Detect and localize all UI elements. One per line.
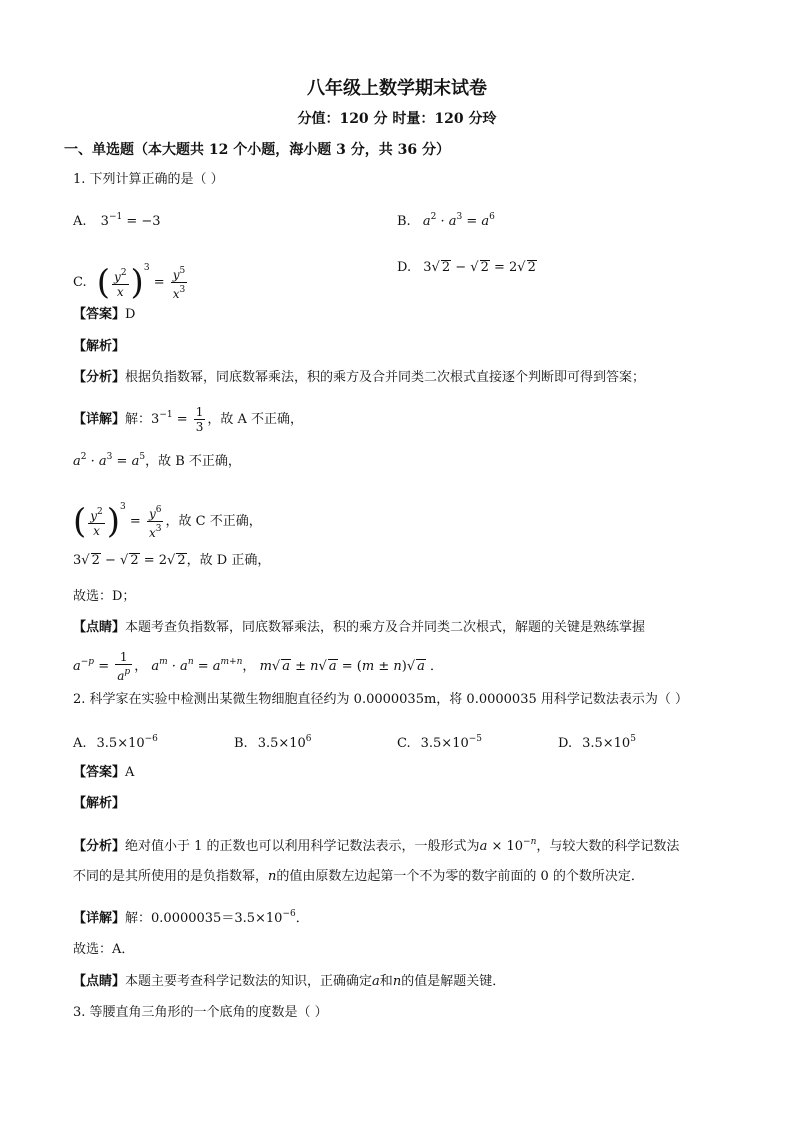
q1-answer [73, 305, 135, 325]
q2-dianjing-1: 本题主要考查科学记数法的知识，正确确定 [125, 974, 373, 989]
q2-option-c-label: C. [397, 736, 411, 751]
q2-xiangjie: 【详解】解：$0.0000035=3.5\times 10^{-6}$． [73, 909, 309, 926]
q2-fenxi-2-text: 不同的是其所使用的是负指数幂， [73, 869, 269, 884]
q1-line-d-suffix: ，故 D 正确， [186, 553, 271, 568]
q1-option-b-label: B. [397, 214, 411, 229]
fenxi-tag: 【分析】 [73, 370, 126, 385]
q1-xiangjie-b: $a^2 \cdot a^3 = a^5$，故 B 不正确， [73, 452, 241, 469]
q1-xiangjie-pre: 解： [125, 412, 152, 427]
q2-option-d-label: D. [558, 736, 573, 751]
q2-dianjing: 【点睛】本题主要考查科学记数法的知识，正确确定a和n的值是解题关键． [73, 974, 506, 989]
q1-option-d: D. 3√ 2 − √ 2 = 2√ 2 [397, 260, 536, 275]
q1-choose: 故选：D； [73, 589, 136, 604]
q1-line-a-suffix: ，故 A 不正确， [207, 412, 304, 427]
q1-jiexi-tag: 【解析】 [73, 339, 126, 354]
q2-stem [73, 690, 688, 710]
dianjing-tag: 【点睛】 [73, 620, 126, 635]
q1-option-b: B. $a^2 \cdot a^3 = a^6$ [397, 212, 495, 229]
dianjing-tag: 【点睛】 [73, 974, 126, 989]
xiangjie-tag: 【详解】 [73, 911, 126, 926]
q2-fenxi-2-tail: 的值由原数左边起第一个不为零的数字前面的 0 的个数所决定． [276, 869, 644, 884]
q1-dianjing [73, 618, 645, 638]
q2-answer [73, 763, 134, 783]
q2-stem-text: 2. 科学家在实验中检测出某微生物细胞直径约为 0.0000035 [73, 692, 424, 707]
q2-stem-unit: m [423, 692, 437, 707]
xiangjie-tag: 【详解】 [73, 412, 126, 427]
q1-fenxi-text: 根据负指数幂，同底数幂乘法，积的乘方及合并同类二次根式直接逐个判断即可得到答案； [125, 370, 646, 385]
q2-option-c: C. $3.5\times 10^{-5}$ [397, 734, 483, 751]
q3-stem: 3. 等腰直角三角形的一个底角的度数是（ ） [73, 1005, 328, 1020]
q1-option-c-label: C. [73, 275, 87, 290]
q2-option-b: B. $3.5\times 10^6$ [234, 734, 312, 751]
q1-option-a-label: A. [73, 214, 87, 229]
q1-xiangjie-d: 3√ 2 − √ 2 = 2√ 2，故 D 正确， [73, 553, 271, 568]
q2-stem-tail: ，将 0.0000035 用科学记数法表示为（ ） [436, 692, 688, 707]
q1-fenxi [73, 368, 645, 388]
q2-answer-value: A [125, 765, 135, 780]
q2-xiangjie-text: 解：0.0000035＝ [125, 911, 235, 926]
q1-xiangjie-a: 【详解】解：$3^{-1}$ = $\frac{1}{3}$ ，故 A 不正确， [73, 405, 304, 434]
q2-fenxi-1: 【分析】绝对值小于 1 的正数也可以利用科学记数法表示，一般形式为$a \times 10^{-n}$，与较大数的科学记数法 [73, 837, 680, 854]
q2-fenxi-2: 不同的是其所使用的是负指数幂，n的值由原数左边起第一个不为零的数字前面的 0 的个数所决定． [73, 869, 644, 884]
q1-formulas: $a^{-p}$ = $\frac{1}{a^p}$ ， $a^m \cdot a^n = a^{m+n}$， m√ a ± n√ a = (m ± n)√ a ． [73, 650, 444, 683]
score-time-info: 分值：120 分 时量：120 分玲 [297, 111, 497, 127]
q1-dianjing-text: 本题考查负指数幂，同底数幂乘法，积的乘方及合并同类二次根式，解题的关键是熟练掌握 [125, 620, 646, 635]
q2-jiexi-tag: 【解析】 [73, 796, 126, 811]
q2-dianjing-and: 和 [379, 974, 393, 989]
q1-option-a: A. $3^{-1} = -3$ [73, 212, 161, 229]
section-heading: 一、单选题（本大题共 12 个小题，海小题 3 分，共 36 分） [64, 142, 450, 158]
q2-fenxi-1-text: 绝对值小于 1 的正数也可以利用科学记数法表示，一般形式为 [125, 839, 480, 854]
q2-option-b-label: B. [234, 736, 248, 751]
fenxi-tag: 【分析】 [73, 839, 126, 854]
q2-option-a: A. $3.5\times 10^{-6}$ [73, 734, 158, 751]
answer-tag: 【答案】 [73, 307, 126, 322]
q2-option-a-label: A. [73, 736, 87, 751]
q1-xiangjie-c: ( $\frac{y^2}{x}$ )$^3$ = $\frac{y^6}{x^3}$ ，故 C 不正确， [73, 501, 262, 542]
page-title: 八年级上数学期末试卷 [307, 78, 487, 99]
q2-dianjing-2: 的值是解题关键． [401, 974, 506, 989]
q1-stem: 1. 下列计算正确的是（ ） [73, 172, 224, 187]
q2-fenxi-1-tail: ，与较大数的科学记数法 [536, 839, 680, 854]
q1-option-d-label: D. [397, 260, 412, 275]
q1-option-c: C. ( $\frac{y^2}{x}$ )$^3$ = $\frac{y^5}{x^3}$ [73, 262, 186, 303]
q2-option-d: D. $3.5\times 10^5$ [558, 734, 636, 751]
q1-answer-value: D [125, 307, 136, 322]
q1-line-b-suffix: ，故 B 不正确， [145, 454, 241, 469]
q1-line-c-suffix: ，故 C 不正确， [165, 514, 262, 529]
q2-choose: 故选：A． [73, 942, 135, 957]
answer-tag: 【答案】 [73, 765, 126, 780]
